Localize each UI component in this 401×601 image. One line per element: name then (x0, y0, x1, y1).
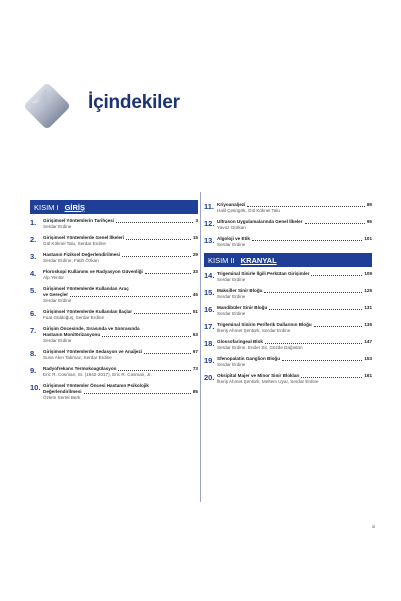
chapter-number: 15. (204, 288, 215, 297)
toc-right-column (204, 202, 372, 390)
chapter-authors: İlteriş Ahmet Şentürk, Meltem Uyar, Serdar Erdine (217, 379, 319, 384)
toc-entry[interactable] (204, 271, 372, 283)
toc-entry[interactable] (204, 356, 372, 368)
section-header-giris (30, 200, 198, 214)
chapter-number: 16. (204, 305, 215, 314)
section-name: GİRİŞ (64, 202, 86, 212)
chapter-authors: Serdar Erdine (43, 298, 72, 303)
toc-entry[interactable] (204, 288, 372, 300)
toc-entry[interactable] (204, 305, 372, 317)
chapter-authors: Eric R. Cosman, Sr. (1942-2017), Eric R. Cosman, Jr. (43, 372, 152, 377)
chapter-authors: Serdar Erdine (217, 242, 246, 247)
toc-entry[interactable] (30, 269, 198, 281)
chapter-page: 153 (364, 356, 372, 361)
chapter-authors: Fuat Güldoğuş, Serdar Erdine (43, 315, 105, 320)
chapter-title: Girişimsel Yöntemlerde Kullanılan İlaçlar (43, 309, 133, 314)
chapter-page: 161 (364, 373, 372, 378)
chapter-number: 6. (30, 309, 37, 318)
section-name: KRANYAL (240, 255, 277, 265)
chapter-authors: Gül Köknel Talu, Serdar Erdine (43, 241, 106, 246)
chapter-title: Glossofaringeal Blok (217, 339, 263, 344)
chapter-page: 15 (192, 235, 198, 240)
toc-entry[interactable] (30, 326, 198, 344)
chapter-number: 5. (30, 286, 37, 295)
chapter-page: 147 (364, 339, 372, 344)
chapter-number: 18. (204, 339, 215, 348)
chapter-title: Ultrason Uygulamalarında Genel İlkeler (217, 219, 303, 224)
chapter-page: 63 (192, 332, 198, 337)
section-kisim-label: KISIM I (34, 202, 59, 212)
chapter-page: 95 (366, 219, 372, 224)
chapter-authors: Halil Çetingök, Gül Köknel Talu (217, 208, 280, 213)
chapter-title-first-line: Girişimsel Yöntemler Öncesi Hastanın Psikolojik (43, 383, 149, 388)
chapter-number: 11. (204, 202, 215, 211)
chapter-authors: Serdar Erdine (217, 277, 246, 282)
chapter-number: 14. (204, 271, 215, 280)
chapter-authors: Serdar Erdine (43, 338, 72, 343)
chapter-page: 29 (192, 252, 198, 257)
chapter-page: 3 (195, 218, 198, 223)
chapter-title: Değerlendirilmesi (43, 389, 82, 394)
chapter-page: 89 (366, 202, 372, 207)
chapter-title: Sfenopalatin Ganglion Bloğu (217, 356, 281, 361)
page-title: İçindekiler (88, 92, 180, 113)
chapter-title: Floroskopi Kullanımı ve Radyasyon Güvenliği (43, 269, 143, 274)
chapter-page: 85 (192, 389, 198, 394)
chapter-title: Radyofrekans Termokoagülasyon (43, 366, 117, 371)
chapter-title: Hastanın Monitörizasyonu (43, 332, 101, 337)
chapter-authors: Suna Akın Takmaz, Serdar Erdine (43, 355, 112, 360)
chapter-title: Hastanın Fiziksel Değerlendirilmesi (43, 252, 121, 257)
page-number: xi (372, 524, 376, 529)
chapter-page: 73 (192, 366, 198, 371)
chapter-number: 9. (30, 366, 37, 375)
toc-entry[interactable] (30, 218, 198, 230)
chapter-number: 12. (204, 219, 215, 228)
toc-entry[interactable] (204, 373, 372, 385)
chapter-number: 20. (204, 373, 215, 382)
chapter-title: Girişimsel Yöntemlerin Tarihçesi (43, 218, 115, 223)
chapter-page: 101 (364, 236, 372, 241)
chapter-title: ve Gereçler (43, 292, 69, 297)
chapter-number: 4. (30, 269, 37, 278)
chapter-title: Kriyoanaljezi (217, 202, 246, 207)
chapter-authors: Serdar Erdine (217, 294, 246, 299)
chapter-number: 19. (204, 356, 215, 365)
chapter-authors: Serdar Erdine, Fatih Özkan (43, 258, 99, 263)
toc-entry[interactable] (204, 322, 372, 334)
chapter-number: 13. (204, 236, 215, 245)
chapter-page: 33 (192, 269, 198, 274)
chapter-number: 10. (30, 383, 41, 392)
chapter-page: 125 (364, 288, 372, 293)
toc-entry[interactable] (204, 236, 372, 248)
toc-entry[interactable] (30, 383, 198, 401)
chapter-page: 109 (364, 271, 372, 276)
chapter-page: 45 (192, 292, 198, 297)
chapter-number: 2. (30, 235, 37, 244)
chapter-page: 67 (192, 349, 198, 354)
toc-entry[interactable] (204, 202, 372, 214)
chapter-title: Girişimsel Yöntemlerde Genel İlkeleri (43, 235, 125, 240)
chapter-title: Trigeminal Sinirin Periferik Dallarının Bloğu (217, 322, 312, 327)
chapter-authors: Yavuz Gürkan (217, 225, 246, 230)
toc-entry[interactable] (30, 252, 198, 264)
chapter-title: Trigeminal Sinirle İlgili Perkütan Girişimler (217, 271, 310, 276)
chapter-authors: Serdar Erdine, Ender Sir, Gözde Dağıstan (217, 345, 303, 350)
chapter-title: Algoloji ve Etik (217, 236, 250, 241)
chapter-title: Maksiller Sinir Bloğu (217, 288, 263, 293)
chapter-number: 3. (30, 252, 37, 261)
toc-entry[interactable] (204, 339, 372, 351)
chapter-title-first-line: Girişim Öncesinde, Sırasında ve Sonrasında (43, 326, 140, 331)
column-divider (200, 192, 201, 502)
chapter-title-first-line: Girişimsel Yöntemlerde Kullanılan Araç (43, 286, 129, 291)
chapter-number: 8. (30, 349, 37, 358)
chapter-title: Mandibüler Sinir Bloğu (217, 305, 268, 310)
chapter-title: Oksipital Majer ve Minor Sinir Blokları (217, 373, 300, 378)
chapter-number: 7. (30, 326, 37, 335)
chapter-page: 131 (364, 305, 372, 310)
section-header-kranyal (204, 253, 372, 267)
toc-left-column (30, 200, 198, 406)
chapter-number: 1. (30, 218, 37, 227)
chapter-page: 135 (364, 322, 372, 327)
chapter-page: 51 (192, 309, 198, 314)
chapter-authors: Serdar Erdine (217, 311, 246, 316)
toc-entry[interactable] (30, 309, 198, 321)
toc-entry[interactable] (204, 219, 372, 231)
toc-entry[interactable] (30, 349, 198, 361)
section-kisim-label: KISIM II (208, 255, 235, 265)
chapter-authors: Serdar Erdine (43, 224, 72, 229)
diamond-logo-icon (23, 82, 71, 130)
chapter-authors: Özlem Sertel Berk (43, 395, 81, 400)
toc-entry[interactable] (30, 366, 198, 378)
chapter-authors: İlteriş Ahmet Şentürk, Serdar Erdine (217, 328, 291, 333)
toc-entry[interactable] (30, 286, 198, 304)
toc-entry[interactable] (30, 235, 198, 247)
chapter-title: Girişimsel Yöntemlerde Sedasyon ve Analjezi (43, 349, 143, 354)
chapter-number: 17. (204, 322, 215, 331)
chapter-authors: Alp Yentür (43, 275, 64, 280)
chapter-authors: Serdar Erdine (217, 362, 246, 367)
